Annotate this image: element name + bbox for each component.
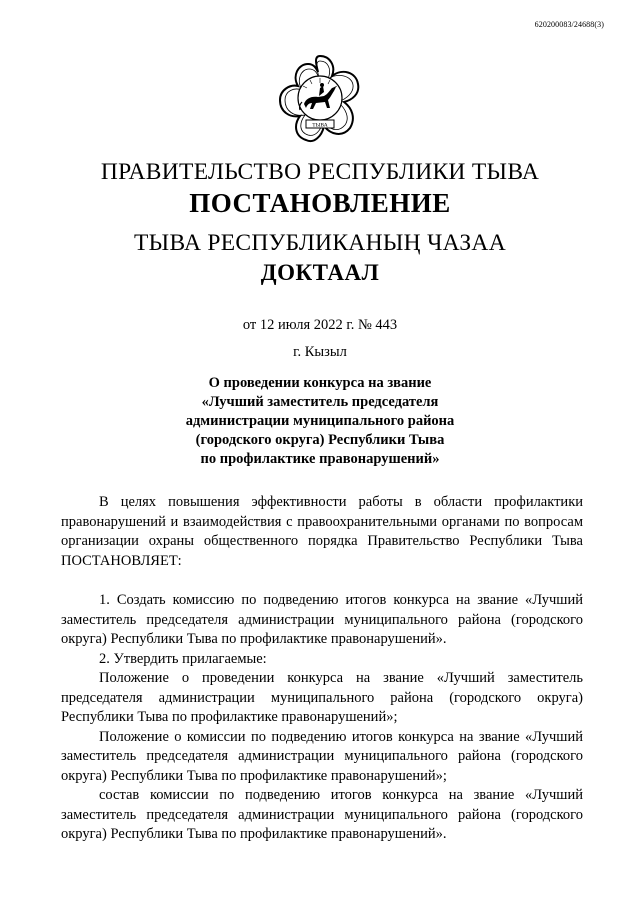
decree-city: г. Кызыл: [293, 344, 347, 360]
body-paragraph: Положение о проведении конкурса на звание «Лучший заместитель председателя администрации муниципального района (городского округа) Республики Тыва по профилактике правонарушений»;: [61, 670, 583, 725]
government-title-ru: ПРАВИТЕЛЬСТВО РЕСПУБЛИКИ ТЫВА: [100, 159, 540, 185]
decree-title-line: (городского округа) Республики Тыва: [195, 432, 445, 448]
decree-title-line: по профилактике правонарушений»: [200, 451, 440, 467]
body-paragraph: 1. Создать комиссию по подведению итогов конкурса на звание «Лучший заместитель председателя администрации муниципального района (городского округа) Республики Тыва по профилактике правонарушений».: [61, 592, 583, 647]
decree-title: [140, 374, 500, 469]
decree-title-line: «Лучший заместитель председателя: [201, 394, 439, 410]
tuva-emblem-icon: [272, 52, 368, 148]
document-number: 620200083/24688(3): [534, 20, 604, 29]
decree-body: [61, 493, 583, 845]
decree-title-line: администрации муниципального района: [185, 413, 455, 429]
decree-date-number: от 12 июля 2022 г. № 443: [242, 317, 398, 333]
body-paragraph: 2. Утвердить прилагаемые:: [99, 650, 267, 667]
body-paragraph: В целях повышения эффективности работы в области профилактики правонарушений и взаимодействия с правоохранительными органами по вопросам организации охраны общественного порядка Правительство Республики Тыва ПОСТАНОВЛЯЕТ:: [61, 494, 583, 569]
government-title-tyv: ТЫВА РЕСПУБЛИКАНЫҢ ЧАЗАА: [134, 230, 506, 256]
body-paragraph: состав комиссии по подведению итогов конкурса на звание «Лучший заместитель председателя администрации муниципального района (городского округа) Республики Тыва по профилактике правонарушений».: [61, 787, 583, 842]
body-paragraph: Положение о комиссии по подведению итогов конкурса на звание «Лучший заместитель председателя администрации муниципального района (городского округа) Республики Тыва по профилактике правонарушений»;: [61, 728, 583, 784]
decree-title-line: О проведении конкурса на звание: [208, 375, 432, 391]
decree-title-tyv: ДОКТААЛ: [260, 260, 380, 285]
decree-title-ru: ПОСТАНОВЛЕНИЕ: [189, 188, 451, 218]
emblem-band-text: ТЫВА: [312, 122, 328, 129]
